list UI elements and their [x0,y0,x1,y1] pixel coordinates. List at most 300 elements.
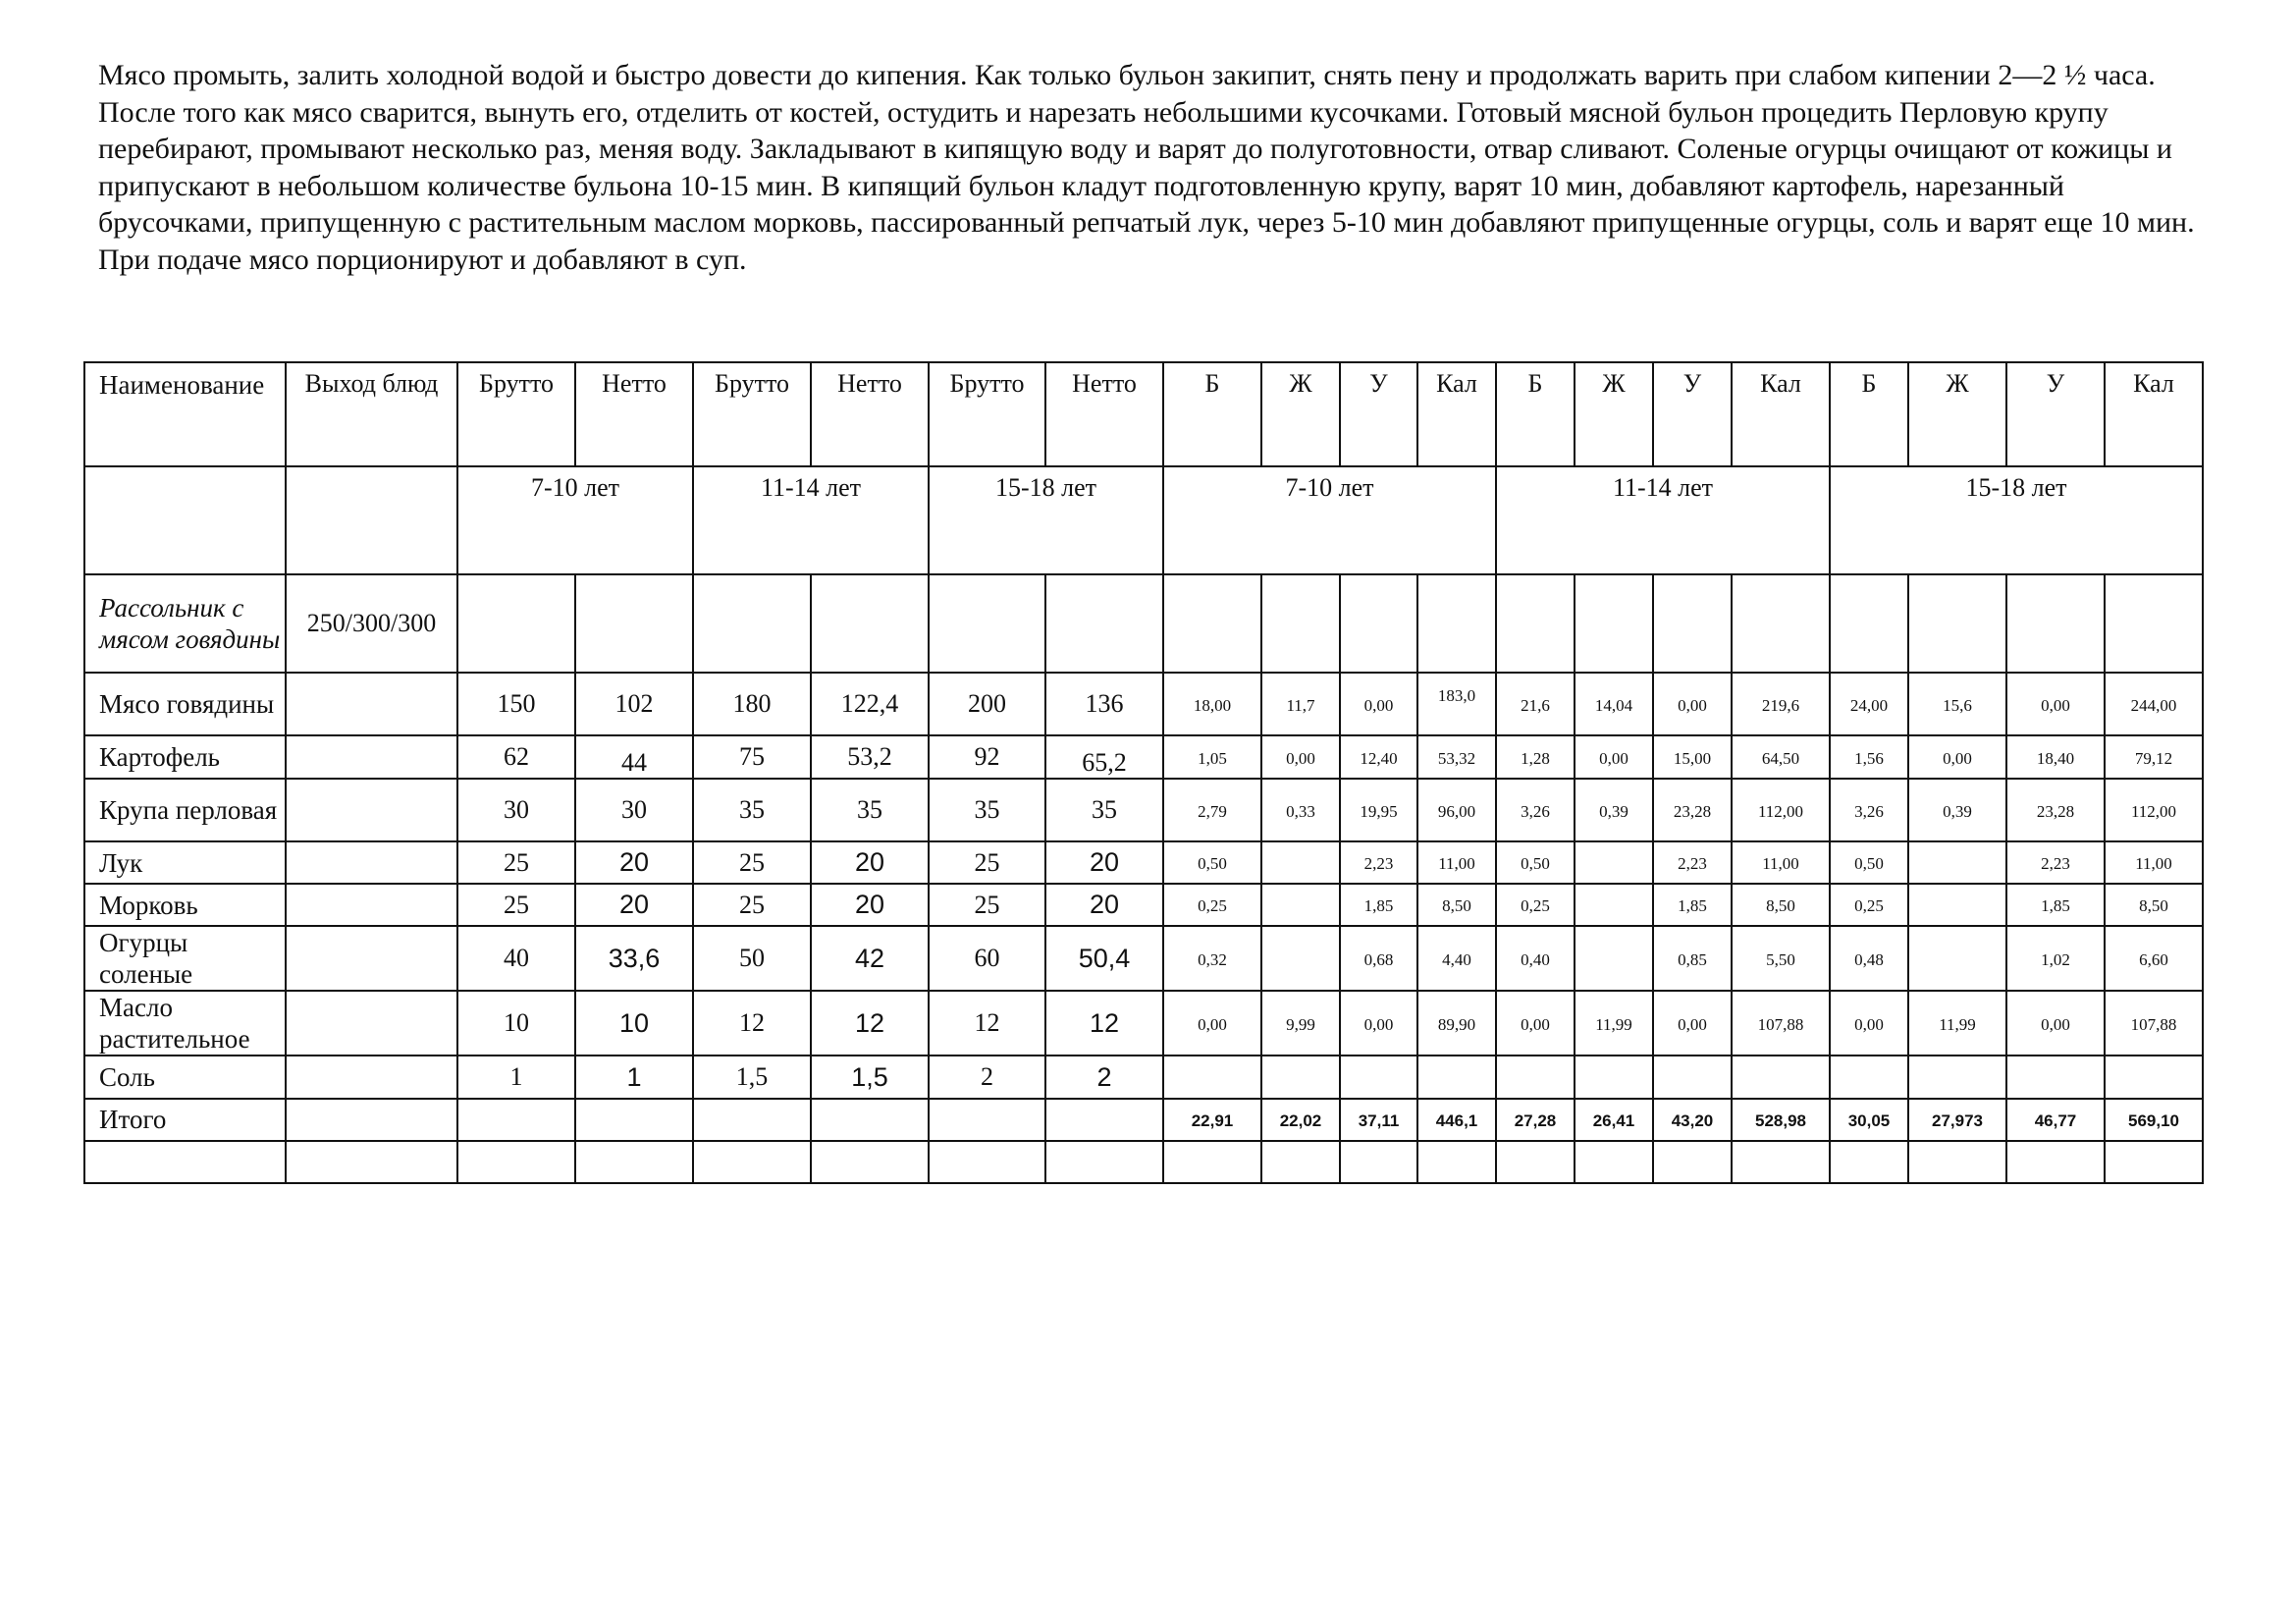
weight-value: 25 [457,884,575,926]
nutrition-value: 64,50 [1761,748,1800,768]
weight-value [575,884,693,926]
nutrition-cell [1340,991,1417,1056]
nutrition-cell [1261,926,1340,991]
nutrition-cell [2105,673,2203,735]
nutrition-cell [1908,884,2006,926]
nutrition-cell [1575,779,1653,841]
header-protein: Б [1163,362,1261,466]
total-value: 30,05 [1847,1111,1891,1130]
empty-cell [1653,1141,1732,1183]
nutrition-value: 9,99 [1286,1014,1315,1034]
header-protein: Б [1496,362,1575,466]
nutrition-value: 12,40 [1360,748,1398,768]
nutrition-cell [1830,841,1908,884]
nutrition-value: 0,50 [1198,854,1227,873]
nutrition-value: 112,00 [1757,801,1804,821]
empty-cell [286,884,457,926]
header-protein: Б [1830,362,1908,466]
nutrition-value: 0,50 [1854,854,1884,873]
nutrition-value: 23,28 [2036,801,2075,821]
weight-value: 75 [693,735,811,779]
nutrition-value: 112,00 [2130,801,2177,821]
recipe-table [83,361,2204,1184]
nutrition-value: 0,25 [1198,896,1227,915]
header-brutto: Брутто [693,362,811,466]
empty-cell [1045,1099,1163,1141]
nutrition-cell [1417,991,1496,1056]
nutrition-value: 0,25 [1521,896,1550,915]
nutrition-cell [1340,673,1417,735]
weight-text: 1,5 [851,1061,888,1092]
weight-value: 35 [811,779,929,841]
nutrition-cell [1575,841,1653,884]
empty-cell [84,466,286,574]
total-label: Итого [84,1099,286,1141]
nutrition-cell [1417,779,1496,841]
nutrition-value: 18,40 [2036,748,2075,768]
nutrition-cell [1575,926,1653,991]
nutrition-value: 0,00 [1678,695,1707,715]
total-cell [1340,1099,1417,1141]
nutrition-value: 183,0 [1437,685,1476,705]
empty-cell [693,574,811,673]
nutrition-value: 79,12 [2134,748,2173,768]
nutrition-value: 244,00 [2130,695,2177,715]
weight-value [811,926,929,991]
total-value: 22,91 [1191,1111,1234,1130]
total-value: 22,02 [1279,1111,1322,1130]
nutrition-value: 19,95 [1360,801,1398,821]
instructions-paragraph: Мясо промыть, залить холодной водой и быстро довести до кипения. Как только бульон закипит, снять пену и продолжать варить при слабом кипении 2—2 ½ часа. После того как мясо сварится, вынуть его, отделить от костей, остудить и нарезать небольшими кусочками. Готовый мясной бульон процедить Перловую крупу перебирают, промывают несколько раз, меняя воду. Закладывают в кипящую воду и варят до полуготовности, отвар сливают. Соленые огурцы очищают от кожицы и припускают в небольшом количестве бульона 10-15 мин. В кипящий бульон кладут подготовленную крупу, варят 10 мин, добавляют картофель, нарезанный брусочками, припущенную с растительным маслом морковь, пассированный репчатый лук, через 5-10 мин добавляют припущенные огурцы, соль и варят еще 10 мин. [98,59,2195,239]
total-value: 569,10 [2128,1111,2179,1130]
weight-value: 53,2 [811,735,929,779]
nutrition-value: 89,90 [1437,1014,1476,1034]
nutrition-cell [1653,926,1732,991]
nutrition-cell [1163,926,1261,991]
empty-cell [1653,1056,1732,1099]
nutrition-value: 0,25 [1854,896,1884,915]
weight-text: 12 [854,1007,885,1038]
total-value: 446,1 [1435,1111,1478,1130]
empty-cell [811,1099,929,1141]
nutrition-value: 2,23 [1678,854,1707,873]
weight-value: 25 [693,841,811,884]
header-carbs: У [1653,362,1732,466]
nutrition-cell [2105,779,2203,841]
weight-value: 12 [693,991,811,1056]
nutrition-value: 2,79 [1198,801,1227,821]
nutrition-cell [1417,735,1496,779]
nutrition-value: 0,33 [1286,801,1315,821]
weight-text: 65,2 [1082,748,1127,777]
empty-cell [1340,574,1417,673]
empty-cell [286,841,457,884]
nutrition-value: 8,50 [2139,896,2168,915]
total-cell [1732,1099,1830,1141]
weight-value: 10 [457,991,575,1056]
empty-cell [2006,574,2105,673]
nutrition-cell [1340,926,1417,991]
nutrition-age-15-18: 15-18 лет [1830,466,2203,574]
nutrition-cell [1417,673,1496,735]
nutrition-cell [1575,735,1653,779]
total-cell [2105,1099,2203,1141]
weight-value: 25 [929,884,1045,926]
empty-row [84,1141,2203,1183]
empty-cell [1261,1141,1340,1183]
nutrition-cell [1653,779,1732,841]
total-cell [1575,1099,1653,1141]
weights-age-7-10: 7-10 лет [457,466,693,574]
table-row [84,779,2203,841]
nutrition-cell [1575,884,1653,926]
dish-name: Рассольник с мясом говядины [84,574,286,673]
nutrition-cell [1163,841,1261,884]
weight-text: 20 [618,890,650,919]
nutrition-cell [1496,991,1575,1056]
nutrition-cell [1496,779,1575,841]
nutrition-value: 107,88 [2130,1014,2177,1034]
nutrition-cell [1261,884,1340,926]
age-group-row [84,466,2203,574]
empty-cell [286,1099,457,1141]
nutrition-value: 1,28 [1521,748,1550,768]
nutrition-cell [1653,884,1732,926]
header-fat: Ж [1261,362,1340,466]
empty-cell [1575,574,1653,673]
weight-value: 25 [929,841,1045,884]
nutrition-cell [1830,926,1908,991]
total-cell [1417,1099,1496,1141]
empty-cell [1045,1141,1163,1183]
nutrition-cell [1340,884,1417,926]
nutrition-value: 1,85 [1678,896,1707,915]
empty-cell [457,1141,575,1183]
empty-cell [1163,1141,1261,1183]
nutrition-cell [1496,884,1575,926]
nutrition-cell [1732,991,1830,1056]
recipe-instructions [98,57,2209,278]
ingredient-name: Морковь [84,884,286,926]
empty-cell [811,574,929,673]
empty-cell [575,1141,693,1183]
nutrition-cell [2006,884,2105,926]
empty-cell [286,1056,457,1099]
weight-value: 35 [693,779,811,841]
weight-text: 1 [626,1061,642,1092]
weight-value [811,1056,929,1099]
weight-value [575,991,693,1056]
empty-cell [457,1099,575,1141]
empty-cell [693,1141,811,1183]
nutrition-cell [1261,779,1340,841]
nutrition-cell [1340,779,1417,841]
weight-value: 1,5 [693,1056,811,1099]
empty-cell [1417,1141,1496,1183]
nutrition-cell [1163,991,1261,1056]
weight-value: 30 [457,779,575,841]
total-value: 27,28 [1514,1111,1557,1130]
empty-cell [2105,1056,2203,1099]
dish-yield: 250/300/300 [286,574,457,673]
empty-cell [1732,1056,1830,1099]
empty-cell [1908,1141,2006,1183]
empty-cell [286,991,457,1056]
empty-cell [1417,574,1496,673]
total-cell [1163,1099,1261,1141]
nutrition-value: 11,00 [1762,854,1799,873]
weight-value [1045,1056,1163,1099]
weight-value [1045,926,1163,991]
empty-cell [1830,1141,1908,1183]
empty-cell [1575,1141,1653,1183]
nutrition-cell [1340,735,1417,779]
nutrition-value: 0,40 [1521,949,1550,969]
weight-text: 2 [1096,1061,1112,1092]
weight-value [1045,884,1163,926]
weight-text: 20 [854,890,885,919]
total-cell [2006,1099,2105,1141]
header-fat: Ж [1908,362,2006,466]
empty-cell [2105,574,2203,673]
header-brutto: Брутто [457,362,575,466]
nutrition-value: 14,04 [1594,695,1633,715]
weights-age-11-14: 11-14 лет [693,466,929,574]
empty-cell [575,574,693,673]
total-cell [1496,1099,1575,1141]
header-carbs: У [1340,362,1417,466]
header-netto: Нетто [811,362,929,466]
header-fat: Ж [1575,362,1653,466]
empty-cell [1417,1056,1496,1099]
weight-text: 20 [618,847,650,877]
empty-cell [1045,574,1163,673]
weight-value [811,841,929,884]
weight-value: 150 [457,673,575,735]
nutrition-cell [1653,735,1732,779]
weight-value: 50 [693,926,811,991]
ingredient-name: Масло растительное [84,991,286,1056]
table-row [84,673,2203,735]
empty-cell [1163,574,1261,673]
nutrition-cell [1908,841,2006,884]
total-value: 37,11 [1358,1111,1400,1130]
nutrition-cell [1496,735,1575,779]
total-value: 26,41 [1592,1111,1635,1130]
weight-text: 42 [854,943,885,973]
nutrition-cell [1496,926,1575,991]
nutrition-value: 1,05 [1198,748,1227,768]
weight-value [1045,991,1163,1056]
table-row [84,991,2203,1056]
nutrition-cell [1417,841,1496,884]
nutrition-cell [1653,991,1732,1056]
header-yield: Выход блюд [286,362,457,466]
nutrition-cell [1261,841,1340,884]
nutrition-cell [2105,991,2203,1056]
weight-value: 25 [693,884,811,926]
weight-text: 12 [1089,1007,1120,1038]
weight-text: 44 [621,748,647,777]
nutrition-value: 8,50 [1442,896,1471,915]
total-value: 528,98 [1755,1111,1806,1130]
weight-value [575,926,693,991]
nutrition-value: 3,26 [1521,801,1550,821]
nutrition-value: 0,39 [1943,801,1972,821]
nutrition-value: 3,26 [1854,801,1884,821]
nutrition-value: 107,88 [1757,1014,1804,1034]
ingredient-name: Крупа перловая [84,779,286,841]
nutrition-cell [1417,926,1496,991]
serving-note: При подаче мясо порционируют и добавляют в суп. [98,243,747,276]
empty-cell [1908,574,2006,673]
nutrition-cell [1908,991,2006,1056]
nutrition-cell [1732,884,1830,926]
nutrition-cell [2006,841,2105,884]
weights-age-15-18: 15-18 лет [929,466,1163,574]
empty-cell [2006,1056,2105,1099]
nutrition-value: 15,6 [1943,695,1972,715]
nutrition-cell [2105,926,2203,991]
empty-cell [1732,1141,1830,1183]
nutrition-value: 0,00 [1363,1014,1394,1034]
table-row [84,735,2203,779]
weight-text: 20 [1089,890,1120,919]
ingredient-name: Соль [84,1056,286,1099]
nutrition-cell [1163,779,1261,841]
nutrition-cell [1830,884,1908,926]
empty-cell [811,1141,929,1183]
nutrition-cell [1830,673,1908,735]
nutrition-cell [2105,841,2203,884]
empty-cell [286,466,457,574]
weight-value [811,884,929,926]
empty-cell [1830,1056,1908,1099]
weight-value: 92 [929,735,1045,779]
weight-text: 20 [1089,847,1120,877]
nutrition-cell [1653,841,1732,884]
empty-cell [1496,1141,1575,1183]
weight-value: 35 [929,779,1045,841]
nutrition-value: 0,00 [1943,748,1972,768]
nutrition-value: 1,85 [2041,896,2070,915]
weight-value: 2 [929,1056,1045,1099]
nutrition-value: 0,00 [1599,748,1629,768]
nutrition-cell [1340,841,1417,884]
nutrition-value: 53,32 [1437,748,1476,768]
nutrition-value: 0,00 [1678,1014,1707,1034]
nutrition-cell [1830,779,1908,841]
empty-cell [929,1099,1045,1141]
nutrition-cell [1653,673,1732,735]
empty-cell [286,926,457,991]
nutrition-cell [1575,991,1653,1056]
nutrition-value: 0,85 [1678,949,1707,969]
header-netto: Нетто [1045,362,1163,466]
empty-cell [286,1141,457,1183]
nutrition-cell [2006,926,2105,991]
weight-value: 25 [457,841,575,884]
nutrition-value: 11,99 [1595,1014,1632,1034]
nutrition-age-11-14: 11-14 лет [1496,466,1830,574]
weight-value: 62 [457,735,575,779]
weight-value: 102 [575,673,693,735]
nutrition-cell [1732,779,1830,841]
weight-value: 30 [575,779,693,841]
nutrition-value: 23,28 [1673,801,1712,821]
header-row [84,362,2203,466]
nutrition-value: 96,00 [1437,801,1476,821]
header-calories: Кал [1417,362,1496,466]
nutrition-cell [1908,779,2006,841]
nutrition-value: 11,99 [1939,1014,1976,1034]
empty-cell [1261,1056,1340,1099]
header-carbs: У [2006,362,2105,466]
ingredient-name: Лук [84,841,286,884]
total-cell [1830,1099,1908,1141]
total-row [84,1099,2203,1141]
nutrition-value: 15,00 [1673,748,1712,768]
nutrition-value: 0,48 [1854,949,1884,969]
nutrition-value: 21,6 [1521,695,1550,715]
nutrition-value: 11,00 [1438,854,1475,873]
weight-value: 40 [457,926,575,991]
nutrition-value: 6,60 [2139,949,2168,969]
nutrition-value: 219,6 [1761,695,1800,715]
nutrition-cell [1163,673,1261,735]
weight-value: 136 [1045,673,1163,735]
nutrition-value: 0,32 [1198,949,1227,969]
total-cell [1261,1099,1340,1141]
nutrition-cell [1163,735,1261,779]
nutrition-cell [2006,779,2105,841]
nutrition-value: 0,00 [2041,1014,2070,1034]
empty-cell [575,1099,693,1141]
nutrition-value: 18,00 [1193,695,1232,715]
weight-text: 50,4 [1078,943,1131,973]
weight-value: 1 [457,1056,575,1099]
nutrition-value: 1,56 [1854,748,1884,768]
weight-value: 200 [929,673,1045,735]
nutrition-cell [1732,735,1830,779]
empty-cell [929,574,1045,673]
table-row [84,926,2203,991]
table-row [84,841,2203,884]
empty-cell [1496,1056,1575,1099]
empty-cell [286,673,457,735]
ingredient-name: Огурцы соленые [84,926,286,991]
nutrition-cell [1496,673,1575,735]
weight-value: 12 [929,991,1045,1056]
empty-cell [457,574,575,673]
nutrition-value: 5,50 [1766,949,1795,969]
empty-cell [693,1099,811,1141]
nutrition-cell [1732,926,1830,991]
header-netto: Нетто [575,362,693,466]
nutrition-value: 0,68 [1363,949,1394,969]
weight-value: 60 [929,926,1045,991]
table-row [84,884,2203,926]
empty-cell [1340,1141,1417,1183]
total-cell [1908,1099,2006,1141]
weight-text: 10 [618,1007,650,1038]
ingredient-name: Картофель [84,735,286,779]
header-brutto: Брутто [929,362,1045,466]
nutrition-value: 0,00 [1286,748,1315,768]
nutrition-cell [2006,735,2105,779]
header-calories: Кал [1732,362,1830,466]
nutrition-value: 1,02 [2041,949,2070,969]
